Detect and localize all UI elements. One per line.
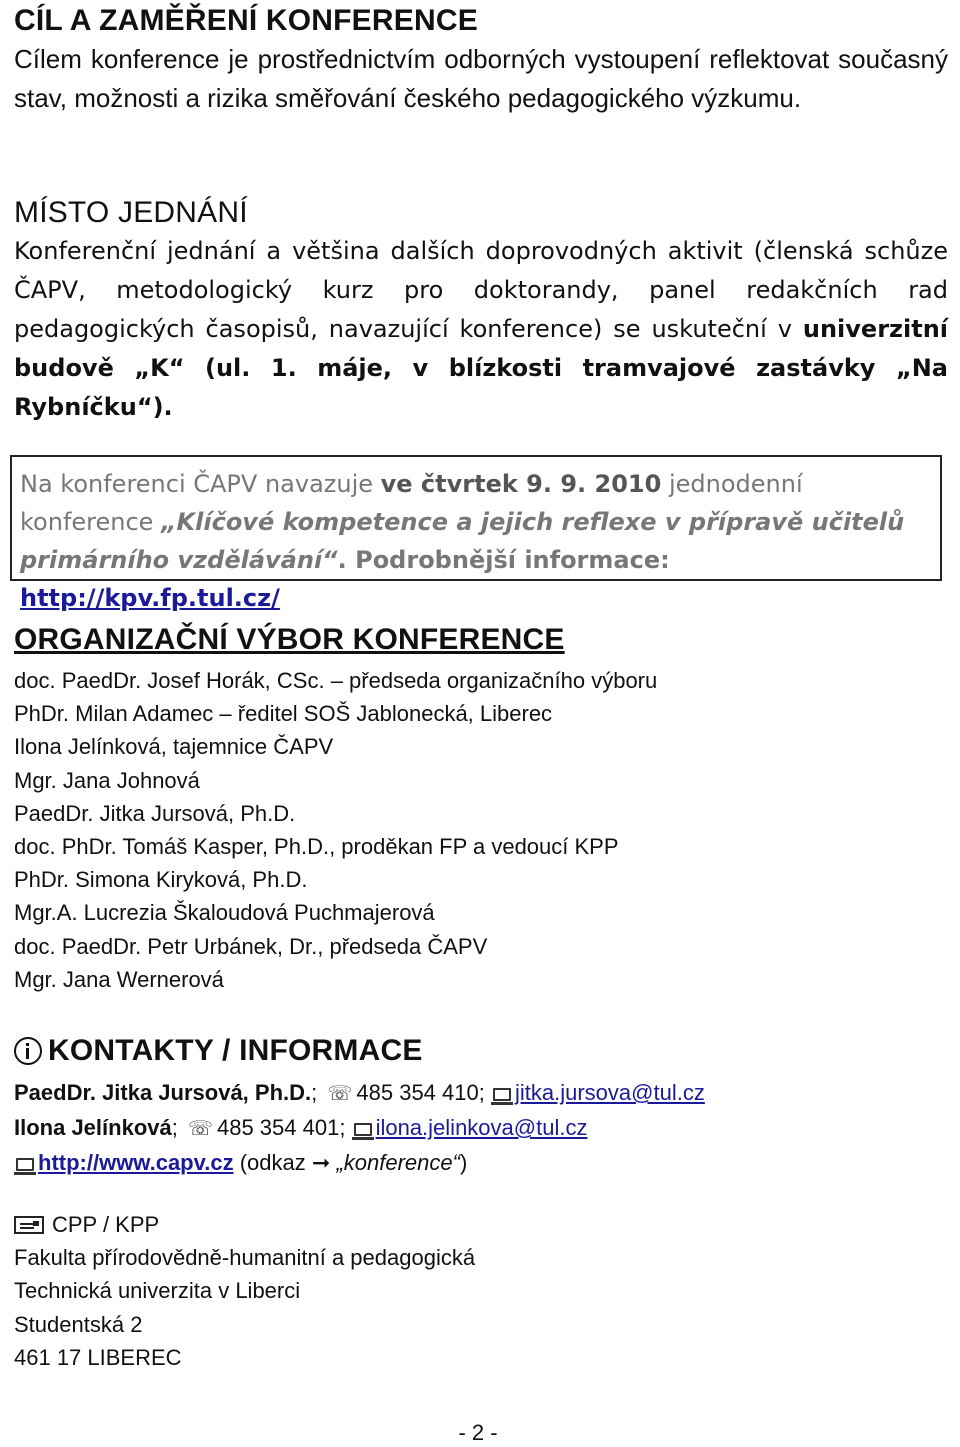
committee-member: Mgr.A. Lucrezia Škaloudová Puchmajerová [14, 900, 435, 926]
committee-member: doc. PaedDr. Josef Horák, CSc. – předseda organizačního výboru [14, 668, 658, 693]
committee-list [14, 664, 948, 996]
notice-more-info: . Podrobnější informace: [337, 546, 670, 574]
email-link[interactable]: ilona.jelinkova@tul.cz [375, 1115, 588, 1140]
computer-icon [493, 1088, 511, 1101]
notice-part3: jednodenní konference [20, 470, 803, 536]
web-note-pre: (odkaz [239, 1150, 306, 1175]
notice-part1: Na konferenci ČAPV navazuje [20, 470, 374, 498]
committee-section [14, 620, 948, 996]
committee-member: Mgr. Jana Wernerová [14, 966, 224, 992]
address-line-dept: CPP / KPP [14, 1208, 948, 1241]
goal-heading: CÍL A ZAMĚŘENÍ KONFERENCE [14, 4, 478, 37]
committee-member: doc. PaedDr. Petr Urbánek, Dr., předseda ČAPV [14, 933, 488, 959]
goal-section [14, 2, 948, 118]
contact-row-jursova: PaedDr. Jitka Jursová, Ph.D.; ☏ 485 354 410; jitka.jursova@tul.cz [14, 1076, 948, 1111]
address-line-university: Technická univerzita v Liberci [14, 1278, 301, 1304]
committee-member: PaedDr. Jitka Jursová, Ph.D. [14, 800, 296, 826]
committee-member: Mgr. Jana Johnová [14, 767, 200, 793]
committee-heading: ORGANIZAČNÍ VÝBOR KONFERENCE [14, 623, 565, 656]
venue-building: univerzitní budově „K“ (ul. 1. máje, v blízkosti tramvajové zastávky „Na Rybníčku“). [14, 315, 949, 421]
web-note-post: ) [459, 1150, 468, 1175]
email-link[interactable]: jitka.jursova@tul.cz [514, 1080, 705, 1105]
address-section [14, 1208, 948, 1374]
committee-member: PhDr. Simona Kiryková, Ph.D. [14, 867, 308, 893]
contact-phone: 485 354 401; [216, 1115, 346, 1140]
notice-conference-title: „Klíčové kompetence a jejich reflexe v přípravě učitelů primárního vzdělávání“ [20, 508, 905, 574]
info-icon [14, 1037, 42, 1065]
goal-text: Cílem konference je prostřednictvím odborných vystoupení reflektovat současný stav, možnosti a rizika směřování českého pedagogického výzkumu. [14, 44, 948, 113]
phone-icon: ☏ [327, 1083, 353, 1105]
contact-row-web [14, 1146, 948, 1179]
contacts-heading-text: KONTAKTY / INFORMACE [48, 1034, 423, 1067]
web-note-italic: „konference“ [336, 1150, 460, 1175]
contact-phone: 485 354 410; [356, 1080, 485, 1105]
venue-heading: MÍSTO JEDNÁNÍ [14, 196, 248, 229]
contact-row-jelinkova: Ilona Jelínková; ☏ 485 354 401; ilona.jelinkova@tul.cz [14, 1111, 948, 1146]
mailbox-icon [14, 1216, 44, 1234]
venue-section [14, 194, 948, 427]
follow-up-conference-box [10, 455, 942, 612]
computer-icon [16, 1158, 34, 1171]
committee-member: Ilona Jelínková, tajemnice ČAPV [14, 734, 334, 760]
computer-icon [354, 1123, 372, 1136]
committee-member: doc. PhDr. Tomáš Kasper, Ph.D., proděkan FP a vedoucí KPP [14, 834, 619, 860]
address-line-city: 461 17 LIBEREC [14, 1344, 182, 1370]
venue-text [14, 232, 948, 427]
contact-name: PaedDr. Jitka Jursová, Ph.D. [14, 1080, 312, 1105]
arrow-right-icon: ➞ [311, 1150, 331, 1175]
venue-text-plain: Konferenční jednání a většina dalších doprovodných aktivit (členská schůze ČAPV, metodologický kurz pro doktorandy, panel redakčních rad pedagogických časopisů, navazující konference) se uskuteční v [14, 237, 948, 343]
page-number: - 2 - [458, 1420, 498, 1445]
notice-date: ve čtvrtek 9. 9. 2010 [380, 470, 662, 498]
web-link[interactable]: http://www.capv.cz [38, 1150, 234, 1175]
kpv-link[interactable]: http://kpv.fp.tul.cz/ [20, 584, 280, 612]
committee-member: PhDr. Milan Adamec – ředitel SOŠ Jablonecká, Liberec [14, 701, 553, 727]
address-line-faculty: Fakulta přírodovědně-humanitní a pedagogická [14, 1245, 476, 1271]
contacts-heading [14, 1032, 948, 1070]
contact-name: Ilona Jelínková [14, 1115, 172, 1140]
address-line-street: Studentská 2 [14, 1311, 143, 1337]
phone-icon: ☏ [187, 1118, 213, 1140]
contacts-section [14, 1032, 948, 1179]
